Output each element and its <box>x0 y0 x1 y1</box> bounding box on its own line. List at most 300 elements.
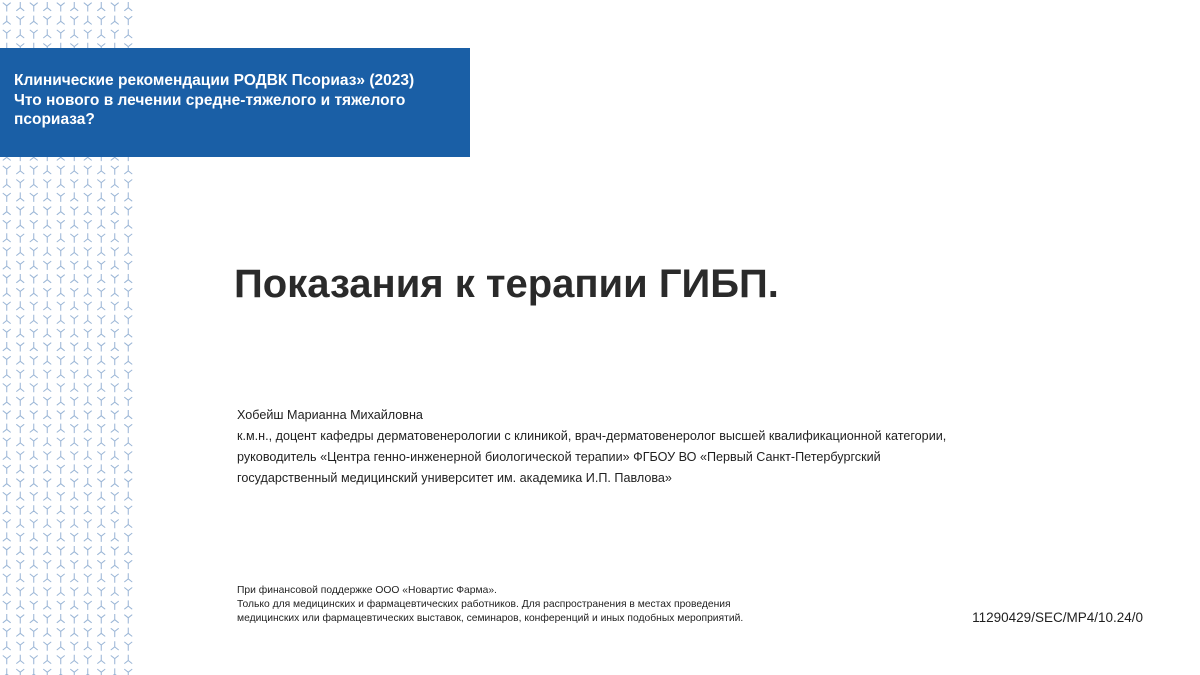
tripod-icon <box>17 628 24 637</box>
tripod-icon <box>30 587 37 596</box>
tripod-icon <box>44 655 51 664</box>
tripod-icon <box>125 301 132 310</box>
tripod-icon <box>57 438 64 447</box>
slide-title: Показания к терапии ГИБП. <box>234 262 779 306</box>
tripod-icon <box>17 343 24 352</box>
tripod-icon <box>111 275 118 284</box>
tripod-icon <box>111 574 118 583</box>
tripod-icon <box>71 29 78 38</box>
tripod-icon <box>44 561 51 570</box>
tripod-icon <box>44 192 51 201</box>
tripod-icon <box>111 193 118 202</box>
tripod-icon <box>17 506 24 515</box>
tripod-icon <box>98 615 105 624</box>
tripod-icon <box>84 520 91 529</box>
tripod-icon <box>84 275 91 284</box>
tripod-icon <box>125 180 132 189</box>
tripod-icon <box>57 16 64 25</box>
tripod-icon <box>111 493 118 502</box>
tripod-icon <box>98 464 105 473</box>
tripod-icon <box>44 437 51 446</box>
tripod-icon <box>71 17 78 26</box>
tripod-icon <box>84 342 91 351</box>
tripod-icon <box>44 506 51 515</box>
tripod-icon <box>44 669 51 675</box>
tripod-icon <box>30 668 37 675</box>
tripod-icon <box>71 234 78 243</box>
tripod-icon <box>3 166 10 175</box>
tripod-icon <box>98 492 105 501</box>
tripod-icon <box>125 655 132 664</box>
tripod-icon <box>98 410 105 419</box>
tripod-icon <box>111 248 118 257</box>
author-name: Хобейш Марианна Михайловна <box>237 408 423 422</box>
tripod-icon <box>125 356 132 365</box>
tripod-icon <box>125 410 132 419</box>
tripod-icon <box>17 165 24 174</box>
tripod-icon <box>3 206 10 215</box>
tripod-icon <box>17 289 24 298</box>
tripod-icon <box>17 573 24 582</box>
tripod-icon <box>84 396 91 405</box>
tripod-icon <box>57 315 64 324</box>
tripod-icon <box>84 260 91 269</box>
tripod-icon <box>44 356 51 365</box>
tripod-icon <box>44 17 51 26</box>
tripod-icon <box>125 533 132 542</box>
tripod-icon <box>84 302 91 311</box>
tripod-icon <box>3 668 10 675</box>
tripod-icon <box>44 383 51 392</box>
tripod-icon <box>44 588 51 597</box>
tripod-icon <box>111 30 118 39</box>
tripod-icon <box>125 274 132 283</box>
tripod-icon <box>84 369 91 378</box>
tripod-icon <box>125 588 132 597</box>
tripod-icon <box>57 193 64 202</box>
tripod-icon <box>98 343 105 352</box>
tripod-icon <box>125 207 132 216</box>
tripod-icon <box>30 656 37 665</box>
tripod-icon <box>71 600 78 609</box>
tripod-icon <box>57 587 64 596</box>
tripod-icon <box>17 17 24 26</box>
tripod-icon <box>3 315 10 324</box>
tripod-icon <box>17 397 24 406</box>
tripod-icon <box>3 493 10 502</box>
tripod-icon <box>30 342 37 351</box>
tripod-icon <box>125 247 132 256</box>
tripod-icon <box>71 519 78 528</box>
tripod-icon <box>44 370 51 379</box>
author-credentials-line-3: государственный медицинский университет им. академика И.П. Павлова» <box>237 471 672 485</box>
tripod-icon <box>111 560 118 569</box>
tripod-icon <box>30 30 37 39</box>
tripod-icon <box>98 642 105 651</box>
tripod-icon <box>71 383 78 392</box>
tripod-icon <box>30 532 37 541</box>
tripod-icon <box>30 411 37 420</box>
tripod-icon <box>84 493 91 502</box>
tripod-icon <box>111 656 118 665</box>
tripod-icon <box>57 505 64 514</box>
tripod-icon <box>30 574 37 583</box>
tripod-icon <box>30 16 37 25</box>
tripod-icon <box>111 601 118 610</box>
tripod-icon <box>57 233 64 242</box>
tripod-icon <box>125 519 132 528</box>
tripod-icon <box>125 383 132 392</box>
tripod-icon <box>71 356 78 365</box>
tripod-icon <box>98 2 105 11</box>
tripod-icon <box>125 220 132 229</box>
tripod-icon <box>125 343 132 352</box>
tripod-icon <box>57 411 64 420</box>
tripod-icon <box>98 546 105 555</box>
tripod-icon <box>44 397 51 406</box>
tripod-icon <box>111 668 118 675</box>
tripod-icon <box>111 288 118 297</box>
tripod-icon <box>30 166 37 175</box>
tripod-icon <box>71 261 78 270</box>
tripod-icon <box>111 166 118 175</box>
tripod-icon <box>57 3 64 12</box>
tripod-icon <box>84 547 91 556</box>
tripod-icon <box>71 437 78 446</box>
tripod-icon <box>71 506 78 515</box>
tripod-icon <box>125 397 132 406</box>
disclaimer-line-3: медицинских или фармацевтических выставок, семинаров, конференций и иных подобных мероприятий. <box>237 613 744 624</box>
tripod-icon <box>3 532 10 541</box>
tripod-icon <box>84 451 91 460</box>
tripod-icon <box>57 520 64 529</box>
tripod-icon <box>125 370 132 379</box>
tripod-icon <box>30 179 37 188</box>
tripod-icon <box>98 425 105 434</box>
tripod-icon <box>57 275 64 284</box>
tripod-icon <box>98 452 105 461</box>
tripod-icon <box>111 315 118 324</box>
tripod-icon <box>125 642 132 651</box>
tripod-icon <box>17 655 24 664</box>
tripod-icon <box>44 247 51 256</box>
tripod-icon <box>3 547 10 556</box>
tripod-icon <box>125 29 132 38</box>
tripod-icon <box>84 629 91 638</box>
tripod-icon <box>44 546 51 555</box>
tripod-icon <box>30 233 37 242</box>
tripod-icon <box>71 410 78 419</box>
tripod-icon <box>17 561 24 570</box>
tripod-icon <box>3 16 10 25</box>
tripod-icon <box>3 601 10 610</box>
tripod-icon <box>3 260 10 269</box>
tripod-icon <box>30 614 37 623</box>
tripod-icon <box>57 30 64 39</box>
tripod-icon <box>17 316 24 325</box>
tripod-icon <box>125 479 132 488</box>
tripod-icon <box>30 221 37 230</box>
tripod-icon <box>17 669 24 675</box>
tripod-icon <box>44 519 51 528</box>
tripod-icon <box>44 573 51 582</box>
tripod-icon <box>17 519 24 528</box>
tripod-icon <box>30 424 37 433</box>
tripod-icon <box>84 384 91 393</box>
tripod-icon <box>44 533 51 542</box>
tripod-icon <box>17 642 24 651</box>
tripod-icon <box>71 397 78 406</box>
tripod-icon <box>71 492 78 501</box>
banner-line-3: псориаза? <box>14 111 95 128</box>
banner-line-2: Что нового в лечении средне-тяжелого и тяжелого <box>14 91 406 109</box>
tripod-icon <box>98 628 105 637</box>
tripod-icon <box>30 260 37 269</box>
tripod-icon <box>44 410 51 419</box>
tripod-icon <box>30 641 37 650</box>
tripod-icon <box>84 614 91 623</box>
tripod-icon <box>84 233 91 242</box>
tripod-icon <box>84 30 91 39</box>
tripod-icon <box>111 357 118 366</box>
tripod-icon <box>111 233 118 242</box>
tripod-icon <box>17 301 24 310</box>
tripod-icon <box>71 289 78 298</box>
tripod-icon <box>30 396 37 405</box>
tripod-icon <box>57 668 64 675</box>
tripod-icon <box>84 329 91 338</box>
tripod-icon <box>125 165 132 174</box>
tripod-icon <box>98 588 105 597</box>
tripod-icon <box>71 425 78 434</box>
tripod-icon <box>98 180 105 189</box>
tripod-icon <box>44 289 51 298</box>
tripod-icon <box>71 588 78 597</box>
tripod-icon <box>17 192 24 201</box>
tripod-icon <box>84 424 91 433</box>
tripod-icon <box>30 302 37 311</box>
tripod-icon <box>57 288 64 297</box>
tripod-icon <box>125 234 132 243</box>
tripod-icon <box>84 438 91 447</box>
tripod-icon <box>71 192 78 201</box>
tripod-icon <box>17 234 24 243</box>
tripod-icon <box>57 451 64 460</box>
tripod-icon <box>98 600 105 609</box>
tripod-icon <box>71 343 78 352</box>
tripod-icon <box>30 451 37 460</box>
tripod-icon <box>30 275 37 284</box>
tripod-icon <box>30 369 37 378</box>
tripod-icon <box>125 492 132 501</box>
tripod-icon <box>98 561 105 570</box>
tripod-icon <box>44 165 51 174</box>
tripod-icon <box>57 329 64 338</box>
tripod-icon <box>3 233 10 242</box>
tripod-icon <box>44 180 51 189</box>
tripod-icon <box>3 275 10 284</box>
tripod-icon <box>125 261 132 270</box>
tripod-icon <box>98 655 105 664</box>
author-credentials-line-2: руководитель «Центра генно-инженерной биологической терапии» ФГБОУ ВО «Первый Санкт-Петербургский <box>237 450 881 464</box>
tripod-icon <box>30 193 37 202</box>
tripod-icon <box>98 479 105 488</box>
tripod-icon <box>111 532 118 541</box>
tripod-icon <box>57 614 64 623</box>
tripod-icon <box>44 2 51 11</box>
tripod-icon <box>30 465 37 474</box>
tripod-icon <box>3 629 10 638</box>
tripod-icon <box>3 641 10 650</box>
tripod-icon <box>84 587 91 596</box>
tripod-icon <box>57 369 64 378</box>
tripod-icon <box>111 342 118 351</box>
tripod-icon <box>17 588 24 597</box>
tripod-icon <box>111 179 118 188</box>
tripod-icon <box>17 29 24 38</box>
tripod-icon <box>30 601 37 610</box>
tripod-icon <box>17 328 24 337</box>
tripod-icon <box>125 2 132 11</box>
tripod-icon <box>111 424 118 433</box>
tripod-icon <box>30 629 37 638</box>
tripod-icon <box>57 493 64 502</box>
tripod-icon <box>98 289 105 298</box>
tripod-icon <box>98 370 105 379</box>
tripod-icon <box>17 2 24 11</box>
tripod-icon <box>44 220 51 229</box>
tripod-icon <box>98 192 105 201</box>
tripod-icon <box>57 424 64 433</box>
tripod-icon <box>125 328 132 337</box>
tripod-icon <box>57 248 64 257</box>
tripod-icon <box>30 329 37 338</box>
tripod-icon <box>3 357 10 366</box>
tripod-icon <box>84 193 91 202</box>
tripod-icon <box>3 587 10 596</box>
tripod-icon <box>44 479 51 488</box>
tripod-icon <box>30 248 37 257</box>
tripod-icon <box>57 547 64 556</box>
tripod-icon <box>44 316 51 325</box>
tripod-icon <box>3 221 10 230</box>
tripod-icon <box>98 328 105 337</box>
tripod-icon <box>71 533 78 542</box>
tripod-icon <box>17 207 24 216</box>
tripod-icon <box>125 573 132 582</box>
tripod-icon <box>71 479 78 488</box>
tripod-icon <box>57 179 64 188</box>
tripod-icon <box>17 452 24 461</box>
tripod-icon <box>3 302 10 311</box>
tripod-icon <box>30 206 37 215</box>
tripod-icon <box>71 301 78 310</box>
tripod-icon <box>98 29 105 38</box>
tripod-icon <box>3 179 10 188</box>
disclaimer-block <box>237 584 877 626</box>
tripod-icon <box>111 641 118 650</box>
tripod-icon <box>57 532 64 541</box>
tripod-icon <box>57 166 64 175</box>
tripod-icon <box>3 560 10 569</box>
document-code: 11290429/SEC/MP4/10.24/0 <box>972 610 1143 625</box>
presentation-series-banner <box>0 48 470 157</box>
tripod-icon <box>111 587 118 596</box>
tripod-icon <box>71 180 78 189</box>
tripod-icon <box>84 248 91 257</box>
tripod-icon <box>57 396 64 405</box>
tripod-icon <box>111 16 118 25</box>
tripod-icon <box>17 180 24 189</box>
tripod-icon <box>98 669 105 675</box>
tripod-icon <box>17 546 24 555</box>
tripod-icon <box>125 437 132 446</box>
tripod-icon <box>84 560 91 569</box>
tripod-icon <box>84 206 91 215</box>
tripod-icon <box>84 221 91 230</box>
tripod-icon <box>17 261 24 270</box>
tripod-icon <box>3 411 10 420</box>
tripod-icon <box>30 3 37 12</box>
tripod-icon <box>125 615 132 624</box>
tripod-icon <box>125 561 132 570</box>
tripod-icon <box>71 220 78 229</box>
tripod-icon <box>30 505 37 514</box>
tripod-icon <box>17 492 24 501</box>
tripod-icon <box>3 656 10 665</box>
tripod-icon <box>125 669 132 675</box>
tripod-icon <box>57 384 64 393</box>
tripod-icon <box>111 221 118 230</box>
author-credentials-line-1: к.м.н., доцент кафедры дерматовенерологии с клиникой, врач-дерматовенеролог высшей квалификационной категории, <box>237 429 947 443</box>
tripod-icon <box>98 207 105 216</box>
tripod-icon <box>84 166 91 175</box>
tripod-icon <box>3 478 10 487</box>
tripod-icon <box>84 656 91 665</box>
tripod-icon <box>3 30 10 39</box>
tripod-icon <box>57 342 64 351</box>
tripod-icon <box>111 411 118 420</box>
tripod-icon <box>84 601 91 610</box>
tripod-icon <box>17 220 24 229</box>
tripod-icon <box>57 560 64 569</box>
tripod-icon <box>44 464 51 473</box>
tripod-icon <box>57 629 64 638</box>
tripod-icon <box>98 234 105 243</box>
tripod-icon <box>30 288 37 297</box>
tripod-icon <box>44 615 51 624</box>
tripod-icon <box>3 288 10 297</box>
tripod-icon <box>17 600 24 609</box>
tripod-icon <box>125 289 132 298</box>
tripod-icon <box>3 520 10 529</box>
tripod-icon <box>111 260 118 269</box>
tripod-icon <box>44 642 51 651</box>
tripod-icon <box>17 274 24 283</box>
tripod-icon <box>98 437 105 446</box>
tripod-icon <box>17 410 24 419</box>
tripod-icon <box>30 315 37 324</box>
tripod-icon <box>44 207 51 216</box>
tripod-icon <box>111 465 118 474</box>
tripod-icon <box>98 397 105 406</box>
tripod-icon <box>84 574 91 583</box>
tripod-icon <box>98 573 105 582</box>
tripod-icon <box>44 425 51 434</box>
tripod-icon <box>125 600 132 609</box>
tripod-icon <box>71 561 78 570</box>
tripod-icon <box>44 274 51 283</box>
